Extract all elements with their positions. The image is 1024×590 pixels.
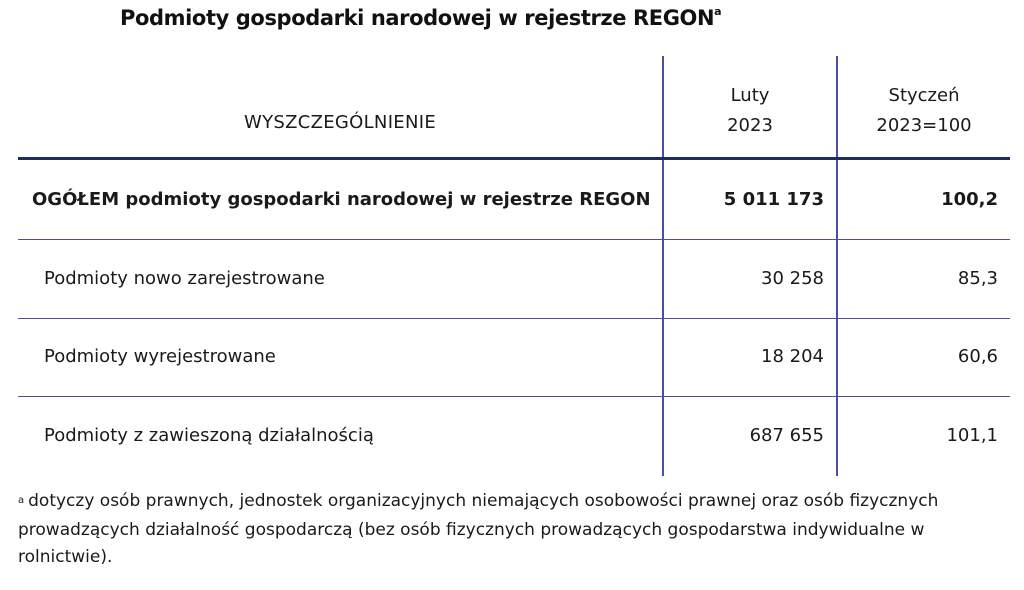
regon-table (18, 56, 1010, 476)
header-col-month-line1: Luty (730, 85, 770, 106)
table-row-value: 687 655 (749, 425, 824, 446)
footnote-mark: a (18, 495, 25, 506)
table-row-index: 101,1 (946, 425, 998, 446)
header-label: WYSZCZEGÓLNIENIE (243, 112, 437, 133)
table-row-value: 30 258 (761, 268, 824, 289)
table-row-label: Podmioty wyrejestrowane (44, 346, 276, 367)
table-row-index: 60,6 (957, 346, 998, 367)
page-title (120, 6, 721, 30)
table-row-index: 100,2 (941, 189, 998, 210)
table-row-label: OGÓŁEM podmioty gospodarki narodowej w rejestrze REGON (32, 189, 651, 210)
title-text: Podmioty gospodarki narodowej w rejestrze REGON (120, 6, 715, 30)
table-row-index: 85,3 (957, 268, 998, 289)
table-row-value: 5 011 173 (723, 189, 824, 210)
footnote (18, 488, 1008, 571)
table-row-value: 18 204 (761, 346, 824, 367)
title-footnote-mark: a (714, 5, 722, 18)
table-row-label: Podmioty z zawieszoną działalnością (44, 425, 374, 446)
header-col-index-line2: 2023=100 (876, 115, 972, 136)
header-col-month (664, 81, 836, 141)
header-col-month-line2: 2023 (727, 115, 773, 136)
row-divider (18, 239, 1010, 240)
header-rule (18, 157, 1010, 160)
footnote-text: dotyczy osób prawnych, jednostek organizacyjnych niemających osobowości prawnej oraz osób fizycznych prowadzących działalność gospodarczą (bez osób fizycznych prowadzących gospodarstwa indywidualne w rolnictwie). (18, 491, 939, 567)
header-col-index-line1: Styczeń (888, 85, 960, 106)
header-col-index (838, 81, 1010, 141)
row-divider (18, 396, 1010, 397)
row-divider (18, 318, 1010, 319)
table-row-label: Podmioty nowo zarejestrowane (44, 268, 325, 289)
